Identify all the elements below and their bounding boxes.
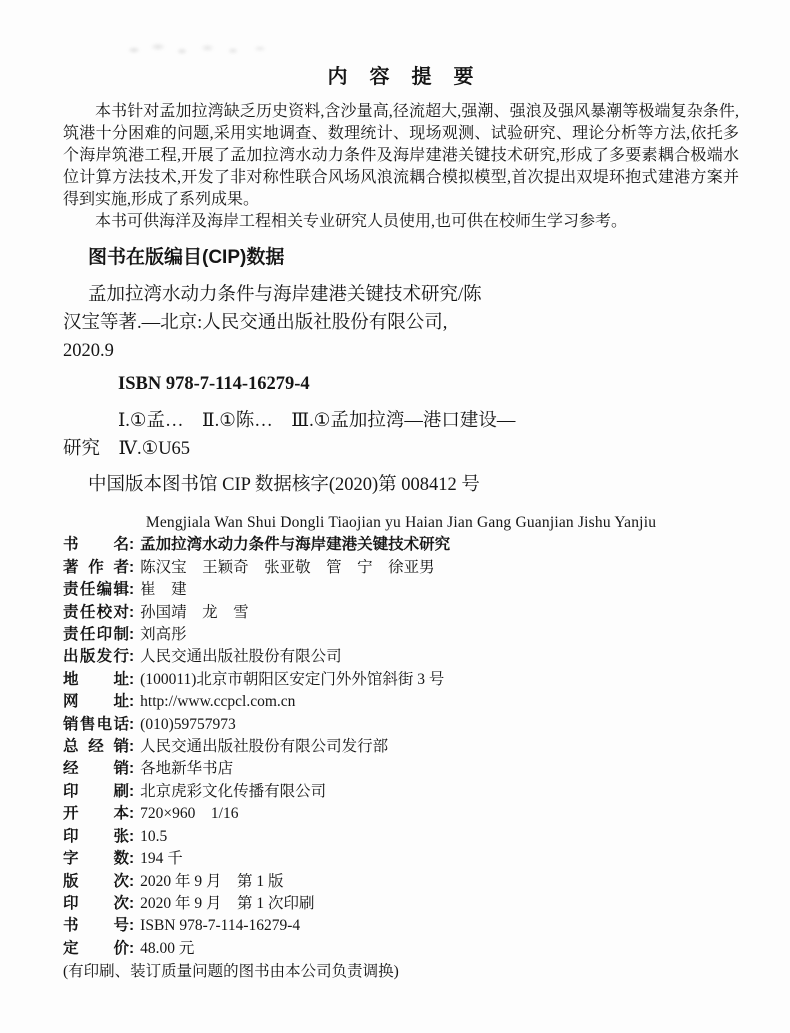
colophon-row-value: 孟加拉湾水动力条件与海岸建港关键技术研究	[140, 536, 451, 554]
colophon-row-label: 开本	[63, 805, 129, 823]
colophon-row-colon: :	[129, 894, 135, 912]
cip-entry-line: 汉宝等著.—北京:人民交通出版社股份有限公司,	[63, 313, 448, 333]
colophon-row	[63, 557, 739, 579]
colophon-row-label: 印次	[63, 894, 129, 912]
colophon-row-label: 版次	[63, 872, 129, 890]
colophon-row-label: 责任校对	[63, 603, 129, 621]
summary-paragraph: 本书针对孟加拉湾缺乏历史资料,含沙量高,径流超大,强潮、强浪及强风暴潮等极端复杂条件,筑港十分困难的问题,采用实地调查、数理统计、现场观测、试验研究、理论分析等方法,依托多个海岸筑港工程,开展了孟加拉湾水动力条件及海岸建港关键技术研究,形成了多要素耦合极端水位计算方法技术,开发了非对称性联合风场风浪流耦合模拟模型,首次提出双堤环抱式建港方案并得到实施,形成了系列成果。	[63, 103, 739, 208]
cip-classification-line: Ⅰ.①孟… Ⅱ.①陈… Ⅲ.①孟加拉湾—港口建设—	[118, 411, 516, 431]
colophon-row-colon: :	[129, 760, 135, 778]
cip-entry-line: 2020.9	[63, 341, 114, 361]
colophon-row-colon: :	[129, 715, 135, 733]
colophon-row	[63, 938, 739, 960]
colophon-row-colon: :	[129, 603, 135, 621]
colophon-row-label: 印刷	[63, 782, 129, 800]
cip-isbn: ISBN 978-7-114-16279-4	[118, 374, 310, 394]
colophon-row-colon: :	[129, 939, 135, 957]
scan-smudge-artifact	[125, 38, 275, 60]
colophon-row-colon: :	[129, 738, 135, 756]
colophon-row-value: http://www.ccpcl.com.cn	[140, 693, 296, 711]
colophon-row	[63, 602, 739, 624]
cip-record-number: 中国版本图书馆 CIP 数据核字(2020)第 008412 号	[88, 475, 480, 495]
colophon-row-value: 各地新华书店	[140, 760, 234, 778]
colophon-row-label: 印张	[63, 827, 129, 845]
colophon-row-label: 地址	[63, 670, 129, 688]
colophon-row-value: 人民交通出版社股份有限公司发行部	[140, 738, 389, 756]
colophon-row-colon: :	[129, 805, 135, 823]
colophon-row	[63, 646, 739, 668]
colophon-row-label: 书名	[63, 536, 129, 554]
pinyin-title: Mengjiala Wan Shui Dongli Tiaojian yu Haian Jian Gang Guanjian Jishu Yanjiu	[145, 514, 657, 531]
colophon-row-value: 人民交通出版社股份有限公司	[140, 648, 342, 666]
colophon-row-label: 出版发行	[63, 648, 129, 666]
colophon-row	[63, 691, 739, 713]
colophon-row-value: 北京虎彩文化传播有限公司	[140, 782, 327, 800]
colophon-row-label: 总经销	[63, 738, 129, 756]
colophon-row-value: 刘高彤	[140, 626, 187, 644]
colophon-row-value: 孙国靖 龙 雪	[140, 603, 249, 621]
cip-classification	[63, 407, 739, 463]
colophon-row	[63, 803, 739, 825]
colophon-row-value: (010)59757973	[140, 715, 236, 733]
colophon-row-colon: :	[129, 917, 135, 935]
colophon-row	[63, 579, 739, 601]
colophon-row-colon: :	[129, 581, 135, 599]
colophon-row-value: 2020 年 9 月 第 1 次印刷	[140, 894, 315, 912]
colophon-row-value: 10.5	[140, 827, 168, 845]
colophon-row-label: 责任编辑	[63, 581, 129, 599]
colophon-row-value: 194 千	[140, 850, 183, 868]
summary-paragraph: 本书可供海洋及海岸工程相关专业研究人员使用,也可供在校师生学习参考。	[95, 213, 628, 230]
colophon-row	[63, 624, 739, 646]
colophon-row-value: 陈汉宝 王颖奇 张亚敬 管 宁 徐亚男	[140, 558, 435, 576]
cip-classification-line: 研究 Ⅳ.①U65	[63, 439, 191, 459]
colophon-row-label: 字数	[63, 850, 129, 868]
colophon-row-colon: :	[129, 558, 135, 576]
colophon-row-value: (100011)北京市朝阳区安定门外外馆斜街 3 号	[140, 670, 445, 688]
cip-heading: 图书在版编目(CIP)数据	[88, 247, 285, 268]
colophon-row-label: 定价	[63, 939, 129, 957]
colophon-row	[63, 758, 739, 780]
colophon-row	[63, 736, 739, 758]
colophon-row	[63, 893, 739, 915]
colophon-row-value: ISBN 978-7-114-16279-4	[140, 917, 301, 935]
colophon-row-label: 责任印制	[63, 626, 129, 644]
colophon-row-colon: :	[129, 782, 135, 800]
colophon-row-value: 崔 建	[140, 581, 187, 599]
quality-note: (有印刷、装订质量问题的图书由本公司负责调换)	[63, 963, 399, 981]
colophon-row	[63, 534, 739, 556]
colophon-row-colon: :	[129, 850, 135, 868]
colophon-rows	[63, 534, 739, 960]
colophon-row-value: 720×960 1/16	[140, 805, 239, 823]
colophon-row-colon: :	[129, 626, 135, 644]
cip-entry-line: 孟加拉湾水动力条件与海岸建港关键技术研究/陈	[88, 285, 482, 305]
colophon-row-label: 书号	[63, 917, 129, 935]
colophon-row	[63, 714, 739, 736]
colophon-row	[63, 669, 739, 691]
colophon-row-colon: :	[129, 827, 135, 845]
colophon-row	[63, 871, 739, 893]
colophon-row	[63, 848, 739, 870]
colophon	[63, 512, 739, 984]
cip-block	[63, 281, 739, 499]
colophon-row	[63, 781, 739, 803]
colophon-row	[63, 915, 739, 937]
colophon-row-colon: :	[129, 693, 135, 711]
content-summary-title: 内 容 提 要	[327, 66, 475, 88]
colophon-row-label: 经销	[63, 760, 129, 778]
cip-entry	[63, 281, 739, 365]
colophon-row-label: 著作者	[63, 558, 129, 576]
colophon-row-label: 网址	[63, 693, 129, 711]
content-summary	[63, 101, 739, 233]
colophon-row-colon: :	[129, 670, 135, 688]
colophon-row-colon: :	[129, 648, 135, 666]
colophon-row-colon: :	[129, 872, 135, 890]
colophon-row-value: 48.00 元	[140, 939, 195, 957]
colophon-row-label: 销售电话	[63, 715, 129, 733]
colophon-row	[63, 826, 739, 848]
colophon-row-value: 2020 年 9 月 第 1 版	[140, 872, 284, 890]
colophon-row-colon: :	[129, 536, 135, 554]
